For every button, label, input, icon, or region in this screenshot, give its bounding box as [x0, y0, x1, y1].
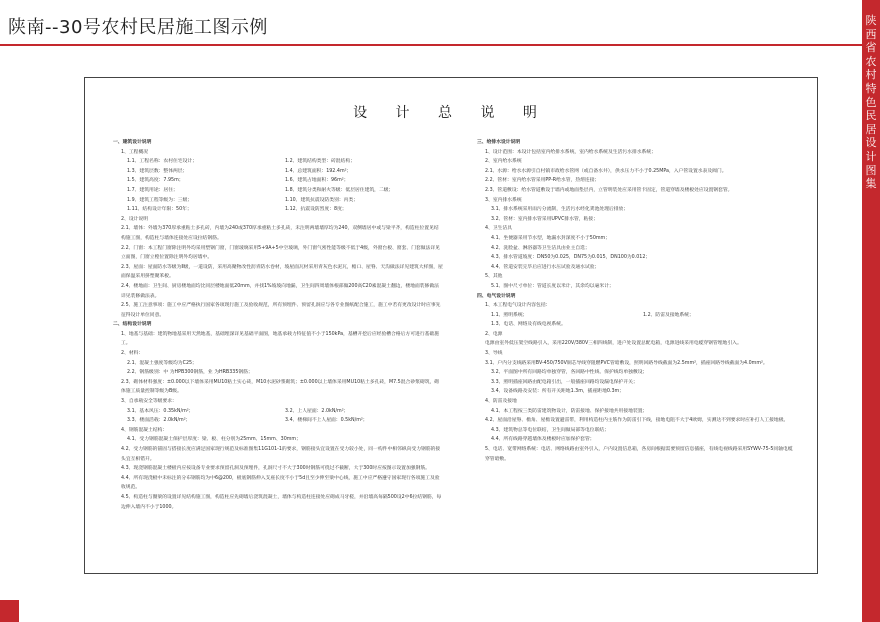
paragraph: 2.4、楼地面：卫生间、厨房楼地面均比同层楼地面低20mm，并找1%坡坡向地漏，卫生间四周墙体根部做200高C20素混凝土翻边，楼地面装修做法详见装修做法表。: [121, 283, 439, 299]
section-heading: 三、给排水设计说明: [477, 140, 521, 145]
section-heading: 一、建筑设计说明: [113, 140, 152, 145]
spec-item: 1.10、建筑抗震设防类别：丙类；: [285, 197, 359, 203]
section-heading: 二、结构设计说明: [113, 322, 152, 328]
paragraph: 4.5、构造柱与圈梁的设置详见结构施工图，构造柱应先砌墙后浇筑混凝土，墙体与构造柱连接处应砌成马牙槎，并沿墙高每隔500设2中6拉结钢筋，每边伸入墙内不小于1000。: [121, 494, 442, 510]
spec-item: 3.3、楼面活载：2.0kN/m²；: [127, 418, 191, 424]
spec-pair: [113, 157, 443, 167]
subsection-heading: 2、设计说明: [121, 216, 149, 222]
spec-line: 2.2、管材：室内给水管采用PP-R给水管，热熔连接；: [485, 178, 600, 184]
paragraph: 2.1、墙体：外墙为370厚承重粘土多孔砖，内墙为240或370厚承重粘土多孔砖，未注明两墙墙厚均为240，双侧墙居中或与梁平齐，构造柱位置见结构施工图，构造柱与墙体连接处应设拉结钢筋。: [121, 226, 439, 241]
spec-line: 1、本工程电气设计内容包括：: [485, 303, 551, 309]
spec-item: 3.4、楼梯间不上人屋面：0.5kN/m²；: [285, 418, 368, 424]
spec-line: 1.3、电话、网络及有线电视系统。: [491, 322, 566, 328]
paragraph: 4.2、屋面沿屋脊、檐角、屋檐设置避雷带，利用构造柱内主筋作为防雷引下线，接地电阻不大于4欧姆，实测达不到要求时应补打人工接地极。: [485, 418, 789, 424]
spec-item: 1.5、建筑高度：7.95m；: [127, 178, 184, 184]
paragraph: 4.4、所有现浇板中未标注的分布钢筋均为中6@200，板底钢筋伸入支座长度不小于5d且至少伸至梁中心线，施工中应严格遵守国家现行各项施工及验收规范。: [121, 475, 440, 491]
section-heading: 四、电气设计说明: [477, 293, 516, 299]
spec-line: 4.3、排水管道坡度：DN50为0.025，DN75为0.015，DN100为0.012；: [491, 255, 651, 261]
spec-item: 1.4、总建筑面积：192.4m²；: [285, 168, 352, 174]
spec-item: 1.3、建筑层数：整体两层；: [127, 168, 188, 174]
spec-line: 3、室内排水系统: [485, 197, 522, 203]
spec-pair: [113, 176, 443, 186]
spec-item: 1.2、防雷及接地系统；: [643, 312, 694, 318]
spec-line: 4.1、本工程按三类防雷建筑物设计，防雷接地、保护接地共用接地装置；: [491, 408, 648, 414]
spec-pair: [113, 167, 443, 177]
right-column: [477, 138, 795, 464]
spec-item: 1.6、建筑占地面积：96m²；: [285, 178, 349, 184]
spec-item: 1.12、抗震设防烈度：8度；: [285, 207, 347, 213]
spec-line: 2、室内给水系统: [485, 159, 522, 165]
spec-pair: [113, 407, 443, 417]
spec-item: 1.1、照明系统；: [491, 312, 528, 318]
spec-item: 1.7、建筑用途：居住；: [127, 187, 178, 193]
spec-item: 1.8、建筑分类和耐火等级：低层居住建筑，二级；: [285, 187, 394, 193]
spec-item: 1.9、建筑工程等级为：三级；: [127, 197, 193, 203]
spec-item: 1.1、工程名称：农村住宅设计；: [127, 159, 197, 165]
paragraph: 2.3、屋面：屋面防水等级为Ⅱ级，一道设防，采用高聚物改性沥青防水卷材，坡屋面瓦材采用青灰色水泥瓦，檐口、屋脊、天沟做法详见建筑大样图，屋面保温采用挤塑聚苯板。: [121, 264, 443, 280]
paragraph: 2.3、管道敷设：给水管道敷设于墙内或地面垫层内，立管明装处应采用管卡固定，管道穿墙及楼板处应设置钢套管。: [485, 187, 733, 193]
paragraph: 1、地基与基础：建筑物地基采用天然地基，基础埋深详见基础平面图，地基承载力特征值不小于150kPa，基槽开挖后应经验槽合格后方可进行基础施工。: [121, 331, 440, 347]
page-header: [0, 0, 862, 46]
header-divider: [0, 44, 862, 46]
spec-item: 3.2、上人屋面：2.0kN/m²；: [285, 408, 349, 414]
spec-line: 3.1、排水系统采用雨污分流制，生活污水经化粪池处理后排放；: [491, 207, 629, 213]
spec-item: 3.1、基本风压：0.35kN/m²；: [127, 408, 194, 414]
subsection-heading: 1、工程概况: [121, 149, 149, 155]
spec-line: 4.1、受力钢筋混凝土保护层厚度：梁、板、柱分别为25mm、15mm、30mm；: [127, 437, 301, 443]
series-title: 陕西省农村特色民居设计图集: [865, 14, 877, 191]
paragraph: 2.2、门窗：本工程门窗除注明外均采用塑钢门窗，门窗玻璃采用5+9A+5中空玻璃，外门窗气密性能等级不低于4级，外窗台板、窗套、门套做法详见立面图，门窗立樘位置除注明外均居墙中。: [121, 245, 440, 261]
paragraph: 4.2、受力钢筋的锚固与搭接长度应满足国家现行规范及标准图集11G101-1的要求，钢筋接头宜设置在受力较小处，同一构件中相邻纵向受力钢筋的接头宜互相错开。: [121, 447, 441, 462]
spec-pair: [113, 196, 443, 206]
paragraph: 3.1、户内分支线路采用BV-450/750V铜芯导线穿阻燃PVC管暗敷设，照明回路导线截面为2.5mm²，插座回路导线截面为4.0mm²。: [485, 360, 768, 366]
spec-line: 3.4、设备线路及安装：所有开关距地1.3m，插座距地0.3m；: [491, 389, 624, 395]
spec-line: 1、设计范围：本设计包括室内给排水系统，室内给水系统及生活污水排水系统；: [485, 149, 656, 155]
spec-line: 4.1、坐便器采用节水型，地漏水封深度不小于50mm；: [491, 235, 611, 241]
subsection-heading: 2、材料：: [121, 351, 144, 357]
paragraph: 4.3、现浇钢筋混凝土楼板内应按设备专业要求预留孔洞及预埋件，孔洞尺寸不大于300时钢筋可绕过不截断，大于300时应按图示设置加强钢筋。: [121, 466, 430, 472]
subsection-heading: 3、自承载安全等级要求：: [121, 399, 177, 405]
spec-line: 4.3、建筑物总等电位联结，卫生间做局部等电位联结；: [491, 427, 609, 433]
spec-item: 1.11、结构设计年限：50年；: [127, 207, 192, 213]
spec-line: 4、卫生洁具: [485, 226, 513, 232]
paragraph: 5、电话、宽带网络系统：电话、网络线路由室外引入，户内设置信息箱，各房间根据需要预留信息插座，有线电视线路采用SYWV-75-5同轴电缆穿管暗敷。: [485, 447, 793, 462]
left-column: [113, 138, 443, 512]
spec-item: 1.2、建筑结构类型：砖混结构；: [285, 159, 355, 165]
paragraph: 电源由室外低压架空线路引入，采用220V/380V三相四线制，进户处设置总配电箱，电源进线采用电缆穿钢管埋地引入。: [485, 341, 742, 347]
spec-line: 2.2、钢筋级别：中 为HPB300钢筋，业 为HRB335钢筋；: [127, 370, 253, 376]
paragraph: 2.3、砌体材料强度：±0.000以下墙体采用MU10粘土实心砖，M10水泥砂浆砌筑；±0.000以上墙体采用MU10粘土多孔砖，M7.5混合砂浆砌筑，砌体施工质量控制等级为B级。: [121, 379, 440, 395]
paragraph: 2.1、水源：给水水源引自村镇市政给水管网（或自备水井），供水压力不小于0.25MPa，入户管设置水表及阀门。: [485, 168, 727, 174]
page-title: 陕南--30号农村民居施工图示例: [8, 17, 268, 38]
spec-pair: [113, 205, 443, 215]
corner-marker: [0, 600, 19, 622]
spec-pair: [113, 416, 443, 426]
spec-pair: [113, 186, 443, 196]
spec-line: 3.3、照明插座回路由配电箱引出，一般插座回路均设漏电保护开关；: [491, 379, 638, 385]
spec-line: 2、电源: [485, 331, 503, 337]
spec-line: 4、防雷及接地: [485, 399, 517, 405]
drawing-sheet: [84, 77, 818, 574]
spec-line: 4.4、所有线路穿越墙体及楼板时应加保护套管；: [491, 437, 595, 443]
spec-line: 4.2、洗脸盆、淋浴器等卫生洁具由业主自选；: [491, 245, 590, 251]
series-side-bar: [862, 0, 880, 622]
spec-line: 3、导线: [485, 351, 503, 357]
spec-line: 5、其他: [485, 274, 503, 280]
spec-line: 4.4、管道安装完毕后应进行水压试验及通水试验；: [491, 264, 600, 270]
spec-line: 5.1、图中尺寸单位：管道长度以米计，其余均以毫米计；: [491, 283, 614, 289]
spec-line: 2.1、混凝土强度等级均为C25；: [127, 360, 197, 366]
document-title: 设 计 总 说 明: [353, 105, 549, 121]
spec-line: 3.2、管材：室内排水管采用UPVC排水管，粘接；: [491, 216, 599, 222]
spec-pair: [477, 311, 795, 321]
spec-line: 3.2、平面图中所有回路均单独穿管，各回路中性线、保护线均单独敷设；: [491, 370, 648, 376]
subsection-heading: 4、钢筋混凝土结构：: [121, 427, 168, 433]
paragraph: 2.5、施工注意事项：施工中应严格执行国家各项现行施工及验收规范，所有预埋件、预留孔洞应与各专业图纸配合施工，施工中若有更改设计时应事先征得设计单位同意。: [121, 303, 441, 318]
